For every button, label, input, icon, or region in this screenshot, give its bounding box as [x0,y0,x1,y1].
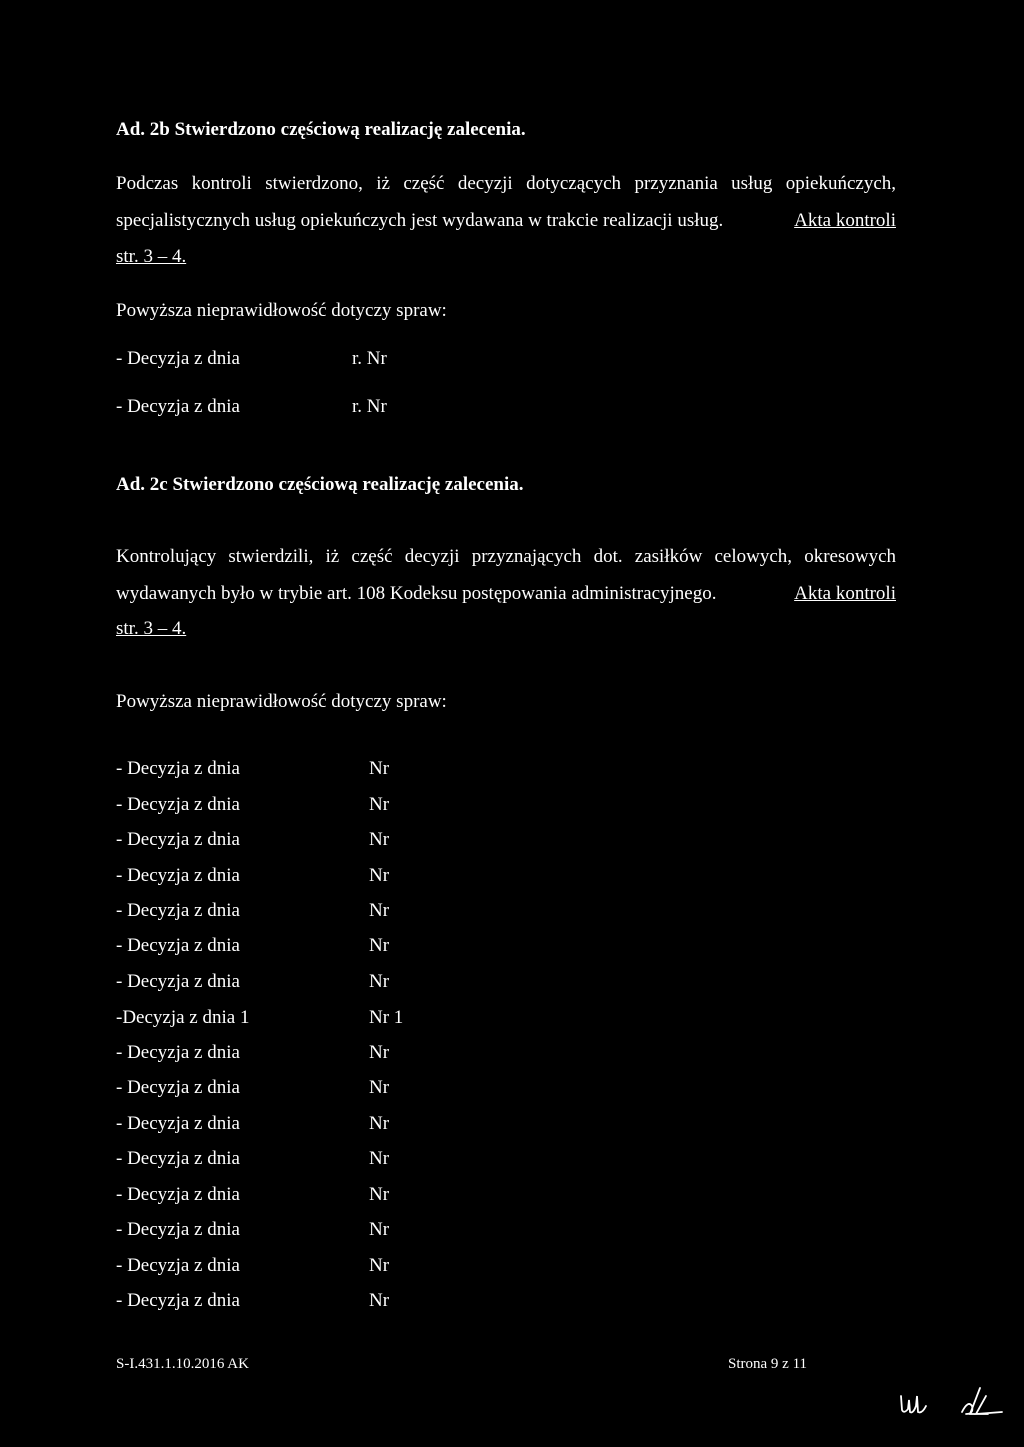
section-2b-paragraph-text: specjalistycznych usług opiekuńczych jest wydawana w trakcie realizacji usług. [116,210,724,231]
decision-number: Nr [369,1290,390,1311]
handwritten-initials-2 [958,1384,1008,1420]
section-2c-akta-link: Akta kontroli [794,583,896,604]
section-2c-paragraph-text: wydawanych było w trybie art. 108 Kodeksu postępowania administracyjnego. [116,583,717,604]
decision-number: Nr [369,971,390,992]
handwritten-initials-1 [898,1388,930,1420]
section-2c-akta-pages: str. 3 – 4. [116,618,187,639]
decision-number: r. Nr [352,348,387,369]
section-2c-paragraph-line1: Kontrolujący stwierdzili, iż część decyzji przyznających dot. zasiłków celowych, okresowych [116,546,896,567]
decision-number: Nr [369,1184,390,1205]
section-2c-affects-label: Powyższa nieprawidłowość dotyczy spraw: [116,691,447,712]
decision-label: - Decyzja z dnia [116,1077,240,1098]
decision-number: Nr 1 [369,1007,404,1028]
decision-label: - Decyzja z dnia [116,900,240,921]
decision-label: - Decyzja z dnia [116,829,240,850]
decision-label: - Decyzja z dnia [116,348,240,369]
decision-label: - Decyzja z dnia [116,1113,240,1134]
decision-number: Nr [369,1042,390,1063]
section-2b-akta-link: Akta kontroli [794,210,896,231]
decision-label: - Decyzja z dnia [116,865,240,886]
decision-label: -Decyzja z dnia 1 [116,1007,250,1028]
decision-label: - Decyzja z dnia [116,396,240,417]
decision-number: Nr [369,1077,390,1098]
decision-number: Nr [369,1113,390,1134]
page-number: Strona 9 z 11 [728,1356,808,1372]
decision-label: - Decyzja z dnia [116,1148,240,1169]
section-2b-akta-pages: str. 3 – 4. [116,246,187,267]
section-2c-heading: Ad. 2c Stwierdzono częściową realizację zalecenia. [116,474,524,495]
section-2b-heading: Ad. 2b Stwierdzono częściową realizację zalecenia. [116,119,526,140]
decision-number: Nr [369,935,390,956]
decision-number: Nr [369,865,390,886]
decision-number: Nr [369,758,390,779]
document-reference: S-I.431.1.10.2016 AK [116,1356,249,1372]
decision-label: - Decyzja z dnia [116,1184,240,1205]
decision-label: - Decyzja z dnia [116,935,240,956]
decision-label: - Decyzja z dnia [116,1042,240,1063]
decision-label: - Decyzja z dnia [116,794,240,815]
section-2b-paragraph-line1: Podczas kontroli stwierdzono, iż część decyzji dotyczących przyznania usług opiekuńczych, [116,173,896,194]
decision-number: Nr [369,900,390,921]
decision-label: - Decyzja z dnia [116,1219,240,1240]
decision-number: Nr [369,1148,390,1169]
decision-number: Nr [369,1255,390,1276]
decision-label: - Decyzja z dnia [116,971,240,992]
decision-label: - Decyzja z dnia [116,758,240,779]
section-2b-affects-label: Powyższa nieprawidłowość dotyczy spraw: [116,300,447,321]
decision-number: Nr [369,1219,390,1240]
decision-number: r. Nr [352,396,387,417]
decision-number: Nr [369,829,390,850]
section-2c-paragraph-line2 [116,582,896,606]
decision-number: Nr [369,794,390,815]
decision-label: - Decyzja z dnia [116,1255,240,1276]
decision-label: - Decyzja z dnia [116,1290,240,1311]
section-2b-paragraph-line2 [116,209,896,233]
